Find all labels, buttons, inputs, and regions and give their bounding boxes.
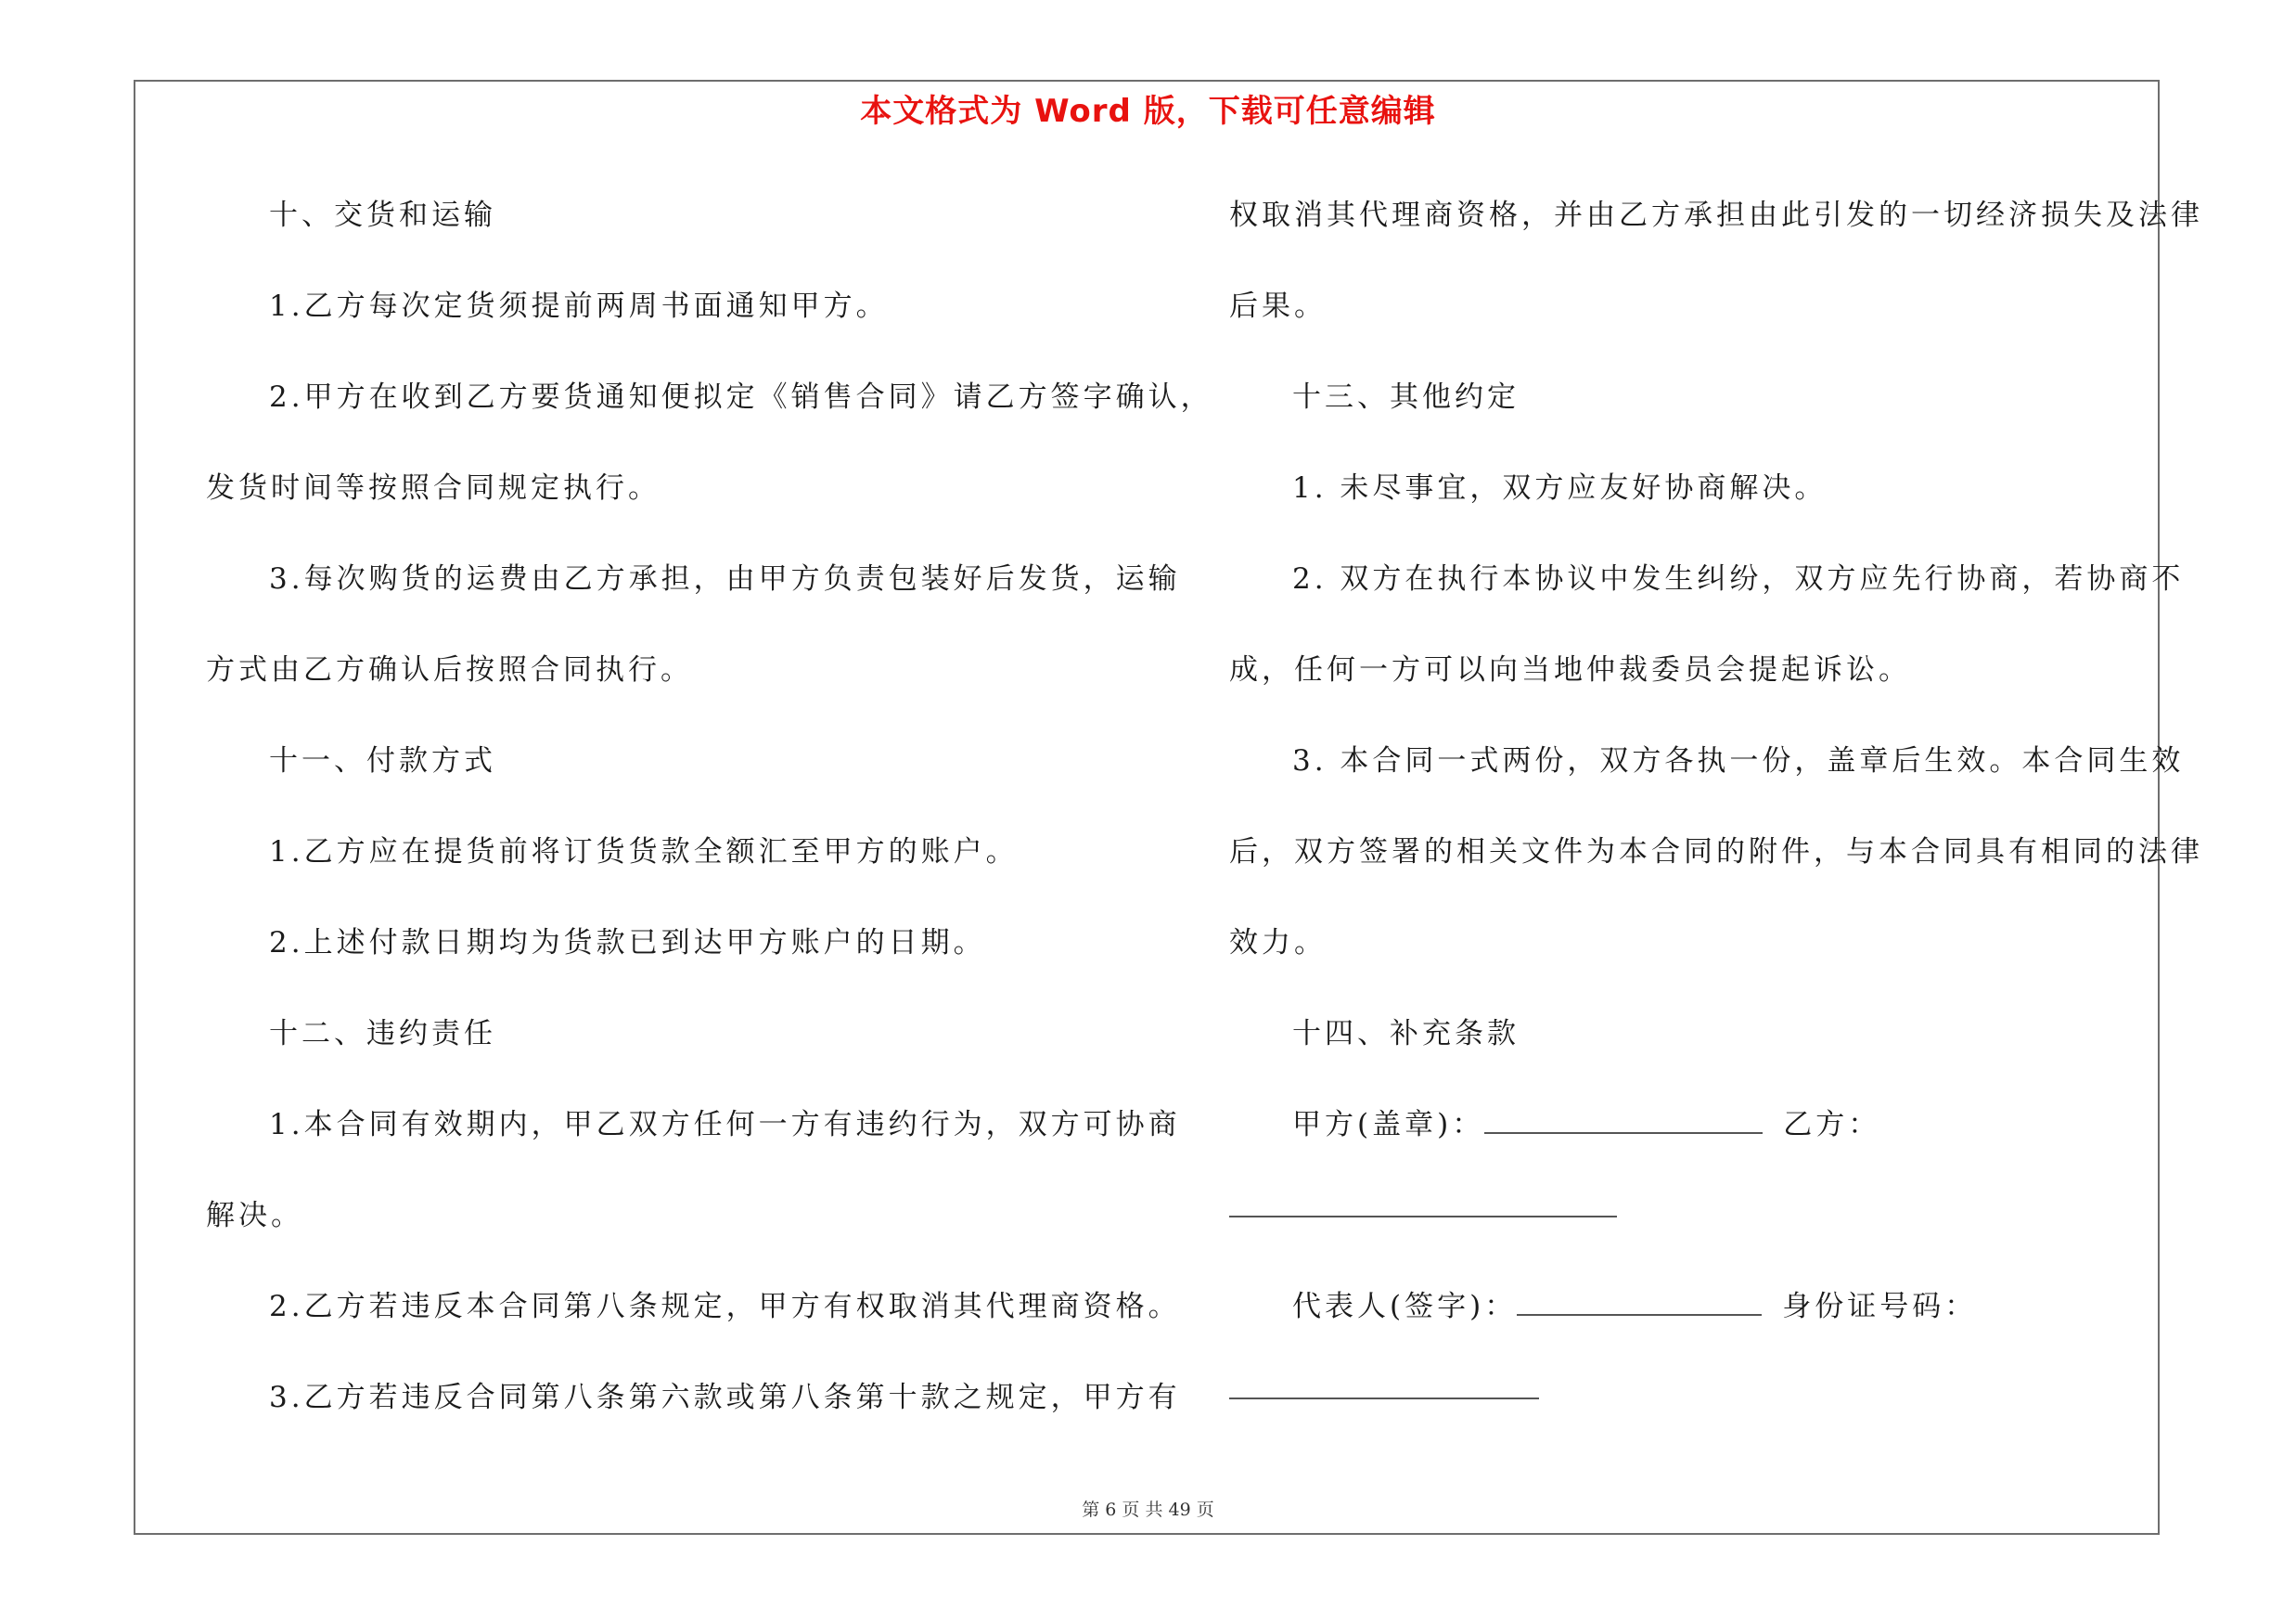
section-10-heading: 十、交货和运输	[269, 199, 496, 232]
section-11-heading: 十一、付款方式	[269, 744, 496, 778]
clause-12-3: 3.乙方若违反合同第八条第六款或第八条第十款之规定，甲方有	[269, 1381, 1181, 1414]
representative-label: 代表人(签字)：	[1292, 1290, 1518, 1323]
representative-row	[1292, 1282, 1977, 1324]
section-14-heading: 十四、补充条款	[1292, 1017, 1520, 1050]
clause-11-2: 2.上述付款日期均为货款已到达甲方账户的日期。	[269, 926, 986, 960]
clause-13-3-end: 效力。	[1229, 926, 1327, 960]
clause-12-2: 2.乙方若违反本合同第八条规定，甲方有权取消其代理商资格。	[269, 1290, 1181, 1323]
id-number-line[interactable]	[1229, 1373, 1539, 1399]
clause-13-3: 3. 本合同一式两份，双方各执一份，盖章后生效。本合同生效	[1292, 744, 2185, 778]
clause-12-3-end: 后果。	[1229, 290, 1327, 323]
id-number-row	[1229, 1373, 1539, 1407]
clause-12-3-cont: 权取消其代理商资格，并由乙方承担由此引发的一切经济损失及法律	[1229, 199, 2203, 232]
clause-13-1: 1. 未尽事宜，双方应友好协商解决。	[1292, 471, 1828, 505]
clause-13-3-cont: 后，双方签署的相关文件为本合同的附件，与本合同具有相同的法律	[1229, 835, 2203, 869]
party-b-label: 乙方：	[1783, 1108, 1881, 1141]
clause-12-1-cont: 解决。	[206, 1199, 303, 1232]
party-b-signature-line[interactable]	[1229, 1191, 1617, 1217]
page-number-footer: 第 6 页 共 49 页	[1082, 1500, 1214, 1520]
party-a-label: 甲方(盖章)：	[1292, 1108, 1485, 1141]
clause-13-2: 2. 双方在执行本协议中发生纠纷，双方应先行协商，若协商不	[1292, 562, 2185, 596]
clause-12-1: 1.本合同有效期内，甲乙双方任何一方有违约行为，双方可协商	[269, 1108, 1181, 1141]
party-a-row	[1292, 1101, 1880, 1142]
section-13-heading: 十三、其他约定	[1292, 380, 1520, 414]
clause-10-1: 1.乙方每次定货须提前两周书面通知甲方。	[269, 290, 889, 323]
party-a-signature-line[interactable]	[1484, 1108, 1763, 1134]
section-12-heading: 十二、违约责任	[269, 1017, 496, 1050]
clause-10-2: 2.甲方在收到乙方要货通知便拟定《销售合同》请乙方签字确认，	[269, 380, 1213, 414]
clause-10-3-cont: 方式由乙方确认后按照合同执行。	[206, 653, 693, 687]
clause-10-2-cont: 发货时间等按照合同规定执行。	[206, 471, 661, 505]
party-b-row	[1229, 1191, 1617, 1225]
clause-10-3: 3.每次购货的运费由乙方承担，由甲方负责包装好后发货，运输	[269, 562, 1181, 596]
clause-13-2-cont: 成，任何一方可以向当地仲裁委员会提起诉讼。	[1229, 653, 1911, 687]
clause-11-1: 1.乙方应在提货前将订货货款全额汇至甲方的账户。	[269, 835, 1019, 869]
editable-banner: 本文格式为 Word 版，下载可任意编辑	[860, 93, 1436, 130]
representative-signature-line[interactable]	[1517, 1290, 1762, 1316]
id-number-label: 身份证号码：	[1782, 1290, 1978, 1323]
